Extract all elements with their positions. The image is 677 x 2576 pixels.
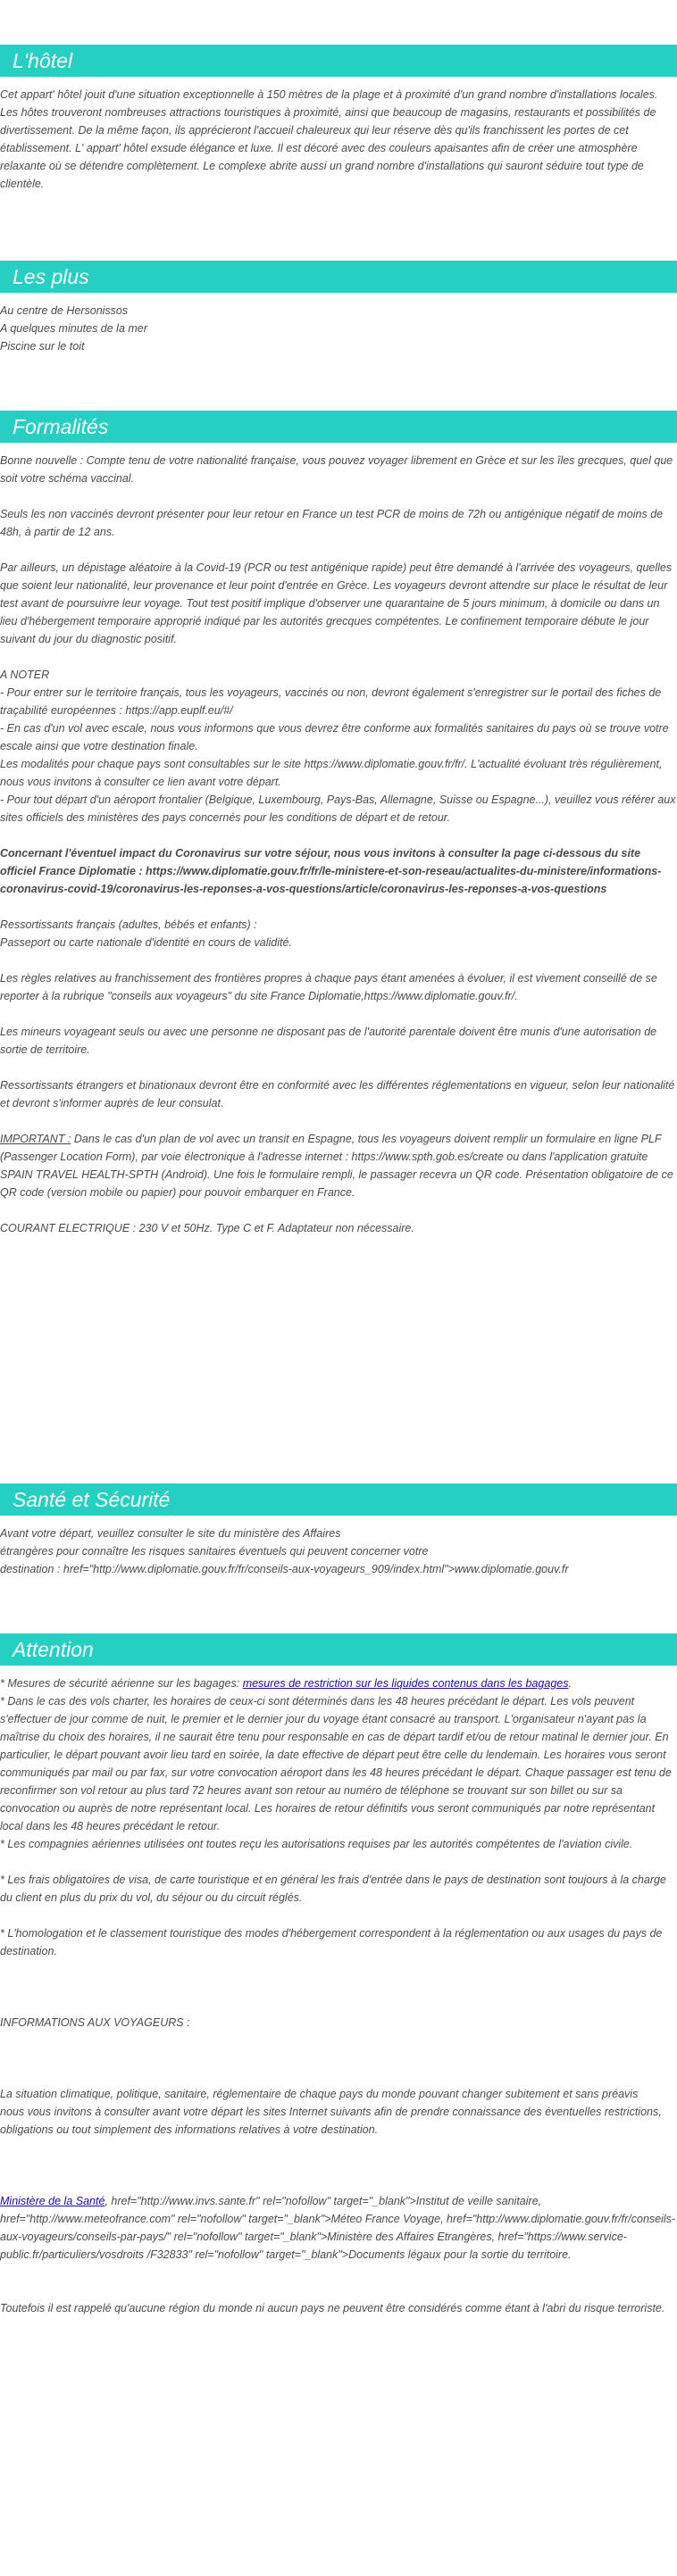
coronavirus-notice: Concernant l'éventuel impact du Coronavirus sur votre séjour, nous vous invitons à consulter la page ci-dessous du site officiel France Diplomatie : https://www.diplomatie.gouv.fr/fr/le-ministere-et-son-reseau/actualites-du-ministere/informations-coronavirus-covid-19/coronavirus-les-reponses-a-vos-questions/article/coronavirus-les-reponses-a-vos-questions bbox=[0, 847, 662, 895]
important-label: IMPORTANT : bbox=[0, 1133, 71, 1145]
formalites-paragraph: Seuls les non vaccinés devront présenter pour leur retour en France un test PCR de moins de 72h ou antigénique négatif de moins de 48h, à partir de 12 ans. bbox=[0, 508, 664, 538]
baggage-notice-text: * Mesures de sécurité aérienne sur les bagages: bbox=[0, 1677, 243, 1690]
note-title: A NOTER bbox=[0, 669, 50, 681]
sante-line: destination : href="http://www.diplomatie.gouv.fr/fr/conseils-aux-voyageurs_909/index.html">www.diplomatie.gouv.fr bbox=[0, 1563, 569, 1575]
terror-paragraph: Toutefois il est rappelé qu'aucune région du monde ni aucun pays ne peuvent être considérés comme étant à l'abri du risque terroriste. bbox=[0, 2302, 665, 2314]
plus-section bbox=[0, 261, 677, 355]
hotel-title: L'hôtel bbox=[0, 45, 677, 77]
baggage-notice bbox=[0, 1674, 677, 1692]
note-item: - Pour tout départ d'un aéroport frontalier (Belgique, Luxembourg, Pays-Bas, Allemagne, Suisse ou Espagne...), veuillez vous référer aux sites officiels des ministères des pays concernés pour les conditions de départ et de retour. bbox=[0, 794, 676, 824]
climat-paragraph: La situation climatique, politique, sanitaire, réglementaire de chaque pays du monde pouvant changer subitement et sans préavis bbox=[0, 2088, 639, 2100]
note-item: Les modalités pour chaque pays sont consultables sur le site https://www.diplomatie.gouv.fr/fr/. L'actualité évoluant très régulièrement, nous vous invitons à consulter ce lien avant votre départ. bbox=[0, 758, 663, 788]
links-text: , href="http://www.invs.sante.fr" rel="nofollow" target="_blank">Institut de veille sanitaire, href="http://www.meteofrance.com" rel="nofollow" target="_blank">Méteo France Voyage, href="http://www.diplomatie.gouv.fr/fr/conseils-aux-voyageurs/conseils-par-pays/" rel="nofollow" target="_blank">Ministère des Affaires Etrangères, href="https://www.service-public.fr/particuliers/vosdroits /F32833" rel="nofollow" target="_blank">Documents légaux pour la sortie du territoire. bbox=[0, 2195, 676, 2261]
liquids-restriction-link[interactable]: mesures de restriction sur les liquides contenus dans les bagages bbox=[242, 1677, 569, 1690]
links-paragraph bbox=[0, 2192, 677, 2264]
formalites-section bbox=[0, 411, 677, 1237]
etrangers-paragraph: Ressortissants étrangers et binationaux devront être en conformité avec les différentes réglementations en vigueur, selon leur nationalité et devront s'informer auprès de leur consulat. bbox=[0, 1079, 675, 1109]
sante-title: Santé et Sécurité bbox=[0, 1483, 677, 1516]
climat-paragraph-2: nous vous invitons à consulter avant votre départ les sites Internet suivants afin de prendre connaissance des éventuelles restrictions, obligations ou tout simplement des informations relatives à votre destination. bbox=[0, 2106, 662, 2136]
plus-item: Piscine sur le toit bbox=[0, 340, 85, 353]
attention-section bbox=[0, 1633, 677, 2317]
note-item: - Pour entrer sur le territoire français, tous les voyageurs, vaccinés ou non, devront également s'enregistrer sur le portail des fiches de traçabilité européennes : https://app.euplf.eu/#/ bbox=[0, 686, 662, 717]
sante-line: étrangères pour connaître les risques sanitaires éventuels qui peuvent concerner votre bbox=[0, 1545, 429, 1558]
attention-title: Attention bbox=[0, 1633, 677, 1666]
regles-paragraph: Les règles relatives au franchissement des frontières propres à chaque pays étant amenées à évoluer, il est vivement conseillé de se reporter à la rubrique "conseils aux voyageurs" du site France Diplomatie,https://www.diplomatie.gouv.fr/. bbox=[0, 972, 657, 1002]
airlines-notice: * Les compagnies aériennes utilisées ont toutes reçu les autorisations requises par les autorités compétentes de l'aviation civile. bbox=[0, 1838, 633, 1850]
charter-notice: * Dans le cas des vols charter, les horaires de ceux-ci sont déterminés dans les 48 heures précédant le départ. Les vols peuvent s'effectuer de jour comme de nuit, le premier et le dernier jour du voyage étant consacré au transport. L'organisateur n'ayant pas la maîtrise du choix des horaires, il ne saurait être tenu pour responsable en cas de départ tardif et/ou de retour matinal le dernier jour. En particulier, le départ pouvant avoir lieu tard en soirée, la date effective de départ peut être celle du lendemain. Les horaires vous seront communiqués par mail ou par fax, sur votre convocation aéroport dans les 48 heures précédant le départ. Chaque passager est tenu de reconfirmer son vol retour au plus tard 72 heures avant son retour au numéro de téléphone se trouvant sur son billet ou sur sa convocation ou auprès de notre représentant local. Les horaires de retour définitifs vous seront communiqués par notre représentant local dans les 48 heures précédant le retour. bbox=[0, 1695, 672, 1832]
plus-item: Au centre de Hersonissos bbox=[0, 304, 129, 317]
plus-item: A quelques minutes de la mer bbox=[0, 322, 147, 335]
formalites-title: Formalités bbox=[0, 411, 677, 443]
hotel-description: Cet appart' hôtel jouit d'une situation exceptionnelle à 150 mètres de la plage et à proximité d'un grand nombre d'installations locales. Les hôtes trouveront nombreuses attractions touristiques à proximité, ainsi que beaucoup de magasins, restaurants et possibilités de divertissement. De la même façon, ils apprécieront l'accueil chaleureux qui leur réserve dès qu'ils franchissent les portes de cet établissement. L' appart' hôtel exsude élégance et luxe. Il est décoré avec des couleurs apaisantes afin de créer une atmosphère relaxante où se détendre complètement. Le complexe abrite aussi un grand nombre d'installations qui sauront séduire tout type de clientèle. bbox=[0, 88, 658, 190]
important-text: Dans le cas d'un plan de vol avec un transit en Espagne, tous les voyageurs doivent remplir un formulaire en ligne PLF (Passenger Location Form), par voie électronique à l'adresse internet : https://www.spth.gob.es/create ou dans l'application gratuite SPAIN TRAVEL HEALTH-SPTH (Android). Une fois le formulaire rempli, le passager recevra un QR code. Présentation obligatoire de ce QR code (version mobile ou papier) pour pouvoir embarquer en France. bbox=[0, 1133, 673, 1199]
formalites-paragraph: Par ailleurs, un dépistage aléatoire à la Covid-19 (PCR ou test antigénique rapide) peut être demandé à l'arrivée des voyageurs, quelles que soient leur nationalité, leur provenance et leur point d'entrée en Grèce. Les voyageurs devront attendre sur place le résultat de leur test avant de poursuivre leur voyage. Tout test positif implique d'observer une quarantaine de 5 jours minimum, à domicile ou dans un lieu d'hébergement temporaire approprié indiqué par les autorités grecques compétentes. Le confinement temporaire débute le jour suivant du jour du diagnostic positif. bbox=[0, 561, 673, 645]
homologation-notice: * L'homologation et le classement touristique des modes d'hébergement correspondent à la réglementation ou aux usages du pays de destination. bbox=[0, 1927, 663, 1957]
note-item: - En cas d'un vol avec escale, nous vous informons que vous devrez être conforme aux formalités sanitaires du pays où se trouve votre escale ainsi que votre destination finale. bbox=[0, 722, 669, 752]
visa-notice: * Les frais obligatoires de visa, de carte touristique et en général les frais d'entrée dans le pays de destination sont toujours à la charge du client en plus du prix du vol, du séjour ou du circuit réglés. bbox=[0, 1874, 666, 1904]
sante-line: Avant votre départ, veuillez consulter le site du ministère des Affaires bbox=[0, 1527, 341, 1540]
plus-title: Les plus bbox=[0, 261, 677, 293]
mineurs-paragraph: Les mineurs voyageant seuls ou avec une personne ne disposant pas de l'autorité parentale doivent être munis d'une autorisation de sortie de territoire. bbox=[0, 1026, 657, 1056]
baggage-notice-end: . bbox=[568, 1677, 572, 1690]
important-paragraph bbox=[0, 1130, 677, 1201]
formalites-paragraph: Bonne nouvelle : Compte tenu de votre nationalité française, vous pouvez voyager librement en Grèce et sur les îles grecques, quel que soit votre schéma vaccinal. bbox=[0, 454, 673, 485]
hotel-section bbox=[0, 45, 677, 193]
ressortissants-label: Ressortissants français (adultes, bébés et enfants) : bbox=[0, 918, 257, 931]
ressortissants-docs: Passeport ou carte nationale d'identité en cours de validité. bbox=[0, 936, 292, 949]
ministere-sante-link[interactable]: Ministère de la Santé bbox=[0, 2195, 105, 2207]
sante-section bbox=[0, 1483, 677, 1578]
courant-paragraph: COURANT ELECTRIQUE : 230 V et 50Hz. Type C et F. Adaptateur non nécessaire. bbox=[0, 1222, 414, 1234]
info-voyageurs-heading: INFORMATIONS AUX VOYAGEURS : bbox=[0, 2016, 190, 2029]
